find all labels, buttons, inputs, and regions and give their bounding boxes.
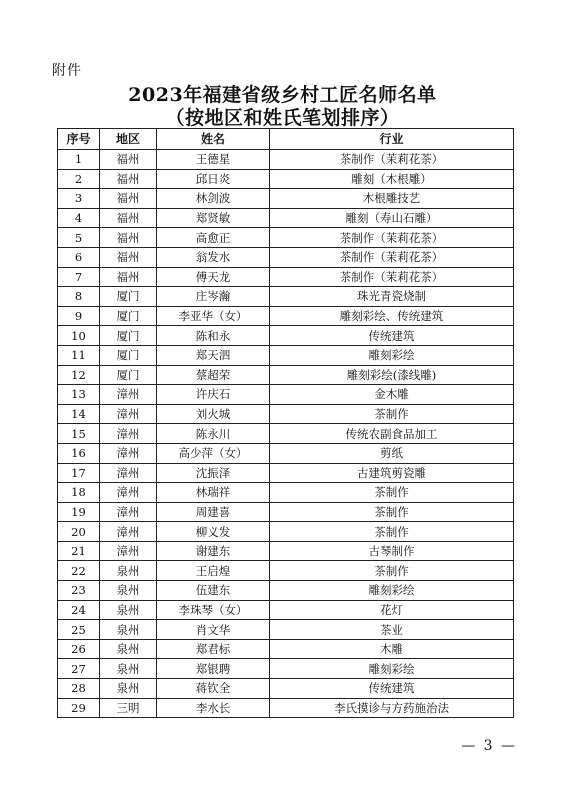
- cell-index: 29: [58, 698, 100, 718]
- cell-region: 泉州: [100, 679, 157, 699]
- table-row: [58, 208, 514, 228]
- cell-trade: 茶制作（茉莉花茶）: [270, 150, 514, 170]
- cell-region: 漳州: [100, 443, 157, 463]
- cell-trade: 雕刻（寿山石雕）: [270, 208, 514, 228]
- cell-trade: 木雕: [270, 639, 514, 659]
- cell-region: 漳州: [100, 463, 157, 483]
- cell-name: 陈永川: [157, 424, 270, 444]
- cell-trade: 雕刻（木根雕）: [270, 169, 514, 189]
- cell-region: 福州: [100, 228, 157, 248]
- cell-region: 漳州: [100, 522, 157, 542]
- cell-region: 厦门: [100, 326, 157, 346]
- cell-trade: 茶制作: [270, 522, 514, 542]
- table-row: [58, 189, 514, 209]
- cell-trade: 茶制作: [270, 561, 514, 581]
- table-row: [58, 404, 514, 424]
- table-row: [58, 365, 514, 385]
- cell-trade: 传统建筑: [270, 326, 514, 346]
- table-row: [58, 287, 514, 307]
- cell-region: 三明: [100, 698, 157, 718]
- cell-name: 李亚华（女）: [157, 306, 270, 326]
- cell-name: 沈振泽: [157, 463, 270, 483]
- cell-region: 厦门: [100, 365, 157, 385]
- cell-index: 6: [58, 247, 100, 267]
- cell-index: 18: [58, 483, 100, 503]
- document-title: 2023年福建省级乡村工匠名师名单: [128, 84, 437, 106]
- cell-name: 庄岑瀚: [157, 287, 270, 307]
- table-row: [58, 150, 514, 170]
- cell-name: 翁发水: [157, 247, 270, 267]
- cell-index: 22: [58, 561, 100, 581]
- cell-name: 高少萍（女）: [157, 443, 270, 463]
- table-row: [58, 502, 514, 522]
- table-row: [58, 561, 514, 581]
- cell-index: 11: [58, 345, 100, 365]
- cell-index: 1: [58, 150, 100, 170]
- cell-trade: 花灯: [270, 600, 514, 620]
- page-number: — 3 —: [461, 738, 517, 754]
- column-header-index: 序号: [58, 129, 100, 150]
- cell-name: 郑君标: [157, 639, 270, 659]
- cell-name: 郑银聘: [157, 659, 270, 679]
- cell-region: 福州: [100, 247, 157, 267]
- table-row: [58, 267, 514, 287]
- cell-region: 福州: [100, 150, 157, 170]
- cell-region: 漳州: [100, 385, 157, 405]
- column-header-name: 姓名: [157, 129, 270, 150]
- cell-name: 许庆石: [157, 385, 270, 405]
- cell-region: 厦门: [100, 345, 157, 365]
- cell-name: 刘火城: [157, 404, 270, 424]
- table-row: [58, 600, 514, 620]
- attachment-label: 附件: [52, 63, 82, 79]
- cell-index: 9: [58, 306, 100, 326]
- cell-trade: 茶业: [270, 620, 514, 640]
- cell-name: 林剑波: [157, 189, 270, 209]
- cell-region: 泉州: [100, 561, 157, 581]
- cell-trade: 古琴制作: [270, 541, 514, 561]
- table-row: [58, 581, 514, 601]
- cell-trade: 雕刻彩绘(漆线雕): [270, 365, 514, 385]
- cell-region: 漳州: [100, 483, 157, 503]
- table-row: [58, 679, 514, 699]
- cell-trade: 珠光青瓷烧制: [270, 287, 514, 307]
- table-row: [58, 228, 514, 248]
- artisan-table: [57, 128, 514, 718]
- cell-index: 25: [58, 620, 100, 640]
- table-row: [58, 306, 514, 326]
- cell-trade: 茶制作: [270, 483, 514, 503]
- table-row: [58, 247, 514, 267]
- cell-name: 蔡超荣: [157, 365, 270, 385]
- cell-trade: 茶制作（茉莉花茶）: [270, 228, 514, 248]
- document-subtitle: （按地区和姓氏笔划排序）: [165, 107, 400, 129]
- table-row: [58, 698, 514, 718]
- cell-index: 17: [58, 463, 100, 483]
- table-row: [58, 326, 514, 346]
- cell-index: 15: [58, 424, 100, 444]
- cell-region: 厦门: [100, 306, 157, 326]
- cell-index: 24: [58, 600, 100, 620]
- cell-index: 16: [58, 443, 100, 463]
- cell-name: 谢建东: [157, 541, 270, 561]
- cell-name: 蒋钦全: [157, 679, 270, 699]
- table-row: [58, 345, 514, 365]
- cell-trade: 传统建筑: [270, 679, 514, 699]
- cell-index: 27: [58, 659, 100, 679]
- cell-trade: 雕刻彩绘: [270, 345, 514, 365]
- cell-trade: 木根雕技艺: [270, 189, 514, 209]
- cell-region: 泉州: [100, 659, 157, 679]
- cell-index: 4: [58, 208, 100, 228]
- cell-region: 泉州: [100, 639, 157, 659]
- cell-index: 7: [58, 267, 100, 287]
- cell-trade: 雕刻彩绘: [270, 581, 514, 601]
- cell-trade: 茶制作（茉莉花茶）: [270, 267, 514, 287]
- table-row: [58, 483, 514, 503]
- cell-name: 柳义发: [157, 522, 270, 542]
- cell-trade: 传统农副食品加工: [270, 424, 514, 444]
- table-header-row: [58, 129, 514, 150]
- cell-region: 漳州: [100, 424, 157, 444]
- cell-name: 肖文华: [157, 620, 270, 640]
- cell-region: 漳州: [100, 502, 157, 522]
- cell-name: 傅天龙: [157, 267, 270, 287]
- cell-index: 21: [58, 541, 100, 561]
- cell-region: 泉州: [100, 581, 157, 601]
- cell-name: 王德星: [157, 150, 270, 170]
- cell-index: 5: [58, 228, 100, 248]
- table-row: [58, 620, 514, 640]
- cell-name: 林瑞祥: [157, 483, 270, 503]
- cell-region: 漳州: [100, 541, 157, 561]
- cell-name: 王启煌: [157, 561, 270, 581]
- table-row: [58, 541, 514, 561]
- table-row: [58, 424, 514, 444]
- cell-index: 12: [58, 365, 100, 385]
- cell-region: 泉州: [100, 620, 157, 640]
- cell-index: 23: [58, 581, 100, 601]
- cell-name: 郑贤敏: [157, 208, 270, 228]
- cell-index: 2: [58, 169, 100, 189]
- table-body: [58, 150, 514, 718]
- cell-index: 28: [58, 679, 100, 699]
- cell-name: 陈和永: [157, 326, 270, 346]
- cell-index: 3: [58, 189, 100, 209]
- cell-name: 李珠琴（女）: [157, 600, 270, 620]
- cell-name: 高愈正: [157, 228, 270, 248]
- cell-trade: 茶制作: [270, 404, 514, 424]
- cell-index: 26: [58, 639, 100, 659]
- cell-index: 8: [58, 287, 100, 307]
- cell-trade: 雕刻彩绘、传统建筑: [270, 306, 514, 326]
- column-header-trade: 行业: [270, 129, 514, 150]
- cell-region: 厦门: [100, 287, 157, 307]
- cell-name: 伍建东: [157, 581, 270, 601]
- cell-trade: 古建筑剪瓷雕: [270, 463, 514, 483]
- cell-region: 漳州: [100, 404, 157, 424]
- cell-trade: 茶制作: [270, 502, 514, 522]
- cell-region: 福州: [100, 189, 157, 209]
- table-row: [58, 639, 514, 659]
- cell-name: 邱日炎: [157, 169, 270, 189]
- cell-region: 泉州: [100, 600, 157, 620]
- table-row: [58, 443, 514, 463]
- column-header-region: 地区: [100, 129, 157, 150]
- cell-trade: 茶制作（茉莉花茶）: [270, 247, 514, 267]
- cell-index: 20: [58, 522, 100, 542]
- cell-index: 19: [58, 502, 100, 522]
- cell-index: 14: [58, 404, 100, 424]
- cell-name: 周建喜: [157, 502, 270, 522]
- cell-trade: 剪纸: [270, 443, 514, 463]
- table-row: [58, 659, 514, 679]
- cell-index: 10: [58, 326, 100, 346]
- table-row: [58, 522, 514, 542]
- table-row: [58, 463, 514, 483]
- cell-trade: 李氏摸诊与方药施治法: [270, 698, 514, 718]
- cell-name: 李水长: [157, 698, 270, 718]
- cell-trade: 雕刻彩绘: [270, 659, 514, 679]
- cell-region: 福州: [100, 208, 157, 228]
- cell-index: 13: [58, 385, 100, 405]
- cell-region: 福州: [100, 267, 157, 287]
- table-row: [58, 169, 514, 189]
- cell-trade: 金木雕: [270, 385, 514, 405]
- table-row: [58, 385, 514, 405]
- cell-region: 福州: [100, 169, 157, 189]
- cell-name: 郑天泗: [157, 345, 270, 365]
